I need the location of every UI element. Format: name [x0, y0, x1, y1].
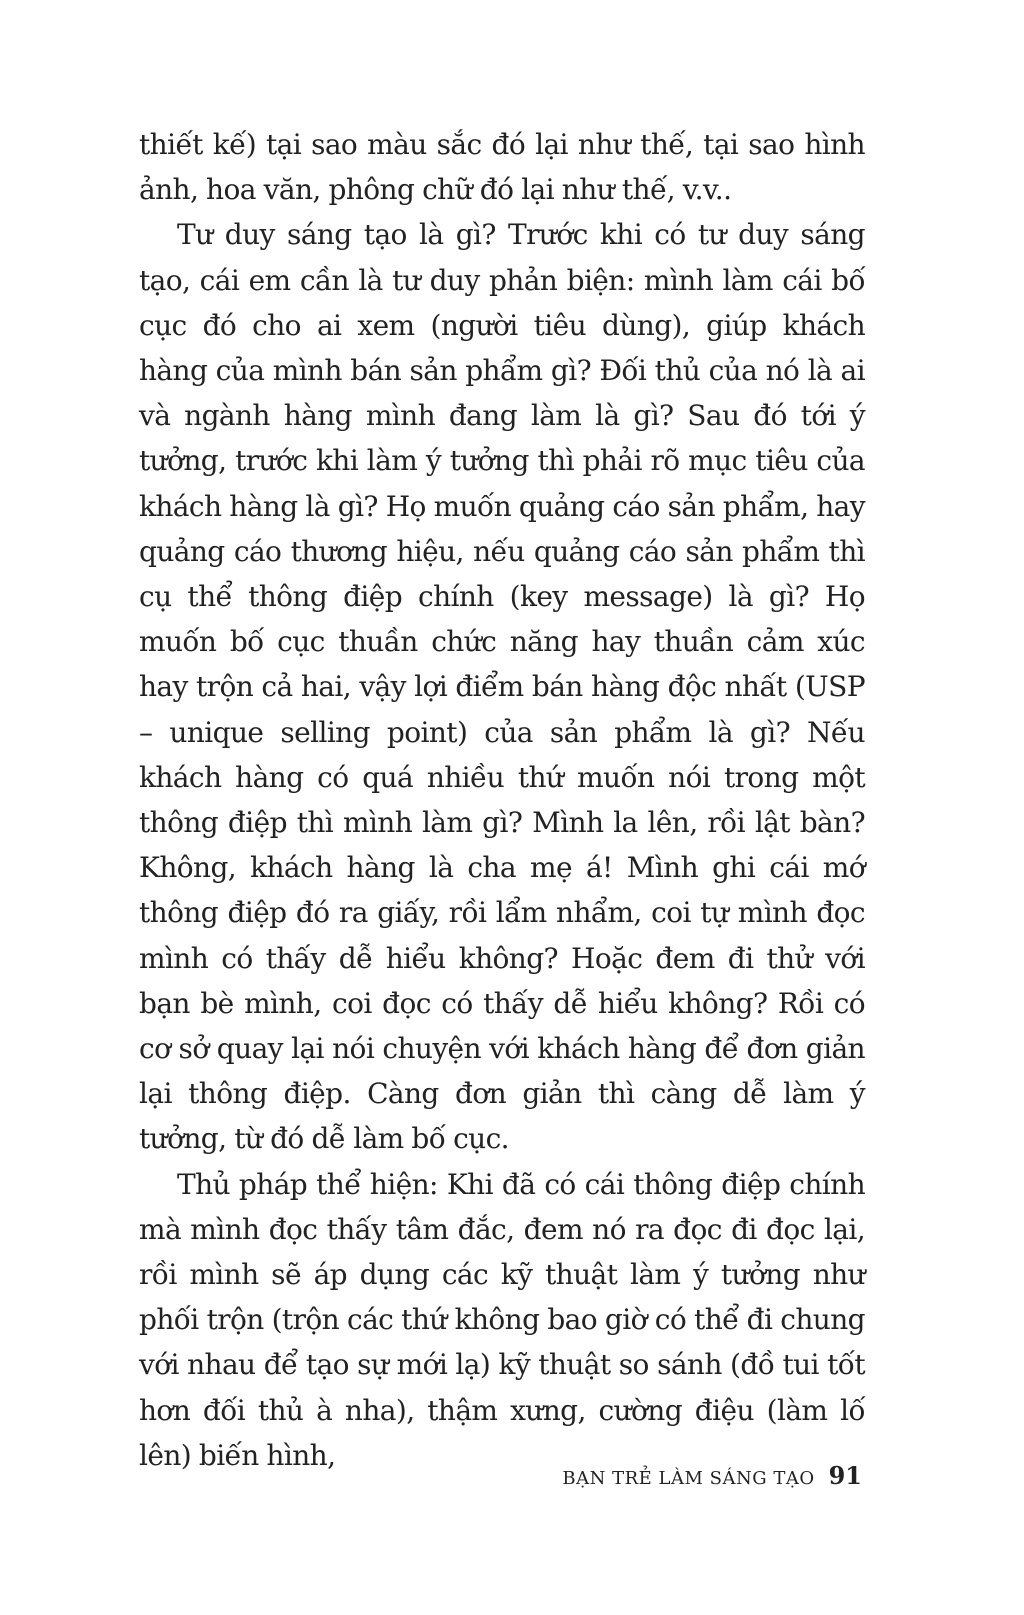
body-text: [139, 122, 865, 1478]
page-number: 91: [828, 1461, 862, 1490]
running-head: BẠN TRẺ LÀM SÁNG TẠO: [562, 1468, 815, 1489]
page-footer: [562, 1461, 862, 1490]
paragraph-continuation: thiết kế) tại sao màu sắc đó lại như thế, tại sao hình ảnh, hoa văn, phông chữ đó lại như thế, v.v..: [139, 128, 865, 207]
paragraph-execution-technique: Thủ pháp thể hiện: Khi đã có cái thông điệp chính mà mình đọc thấy tâm đắc, đem nó ra đọc đi đọc lại, rồi mình sẽ áp dụng các kỹ thuật làm ý tưởng như phối trộn (trộn các thứ không bao giờ có thể đi chung với nhau để tạo sự mới lạ) kỹ thuật so sánh (đồ tui tốt hơn đối thủ à nha), thậm xưng, cường điệu (làm lố lên) biến hình,: [139, 1167, 865, 1472]
paragraph-creative-thinking: Tư duy sáng tạo là gì? Trước khi có tư duy sáng tạo, cái em cần là tư duy phản biện: mình làm cái bố cục đó cho ai xem (người tiêu dùng), giúp khách hàng của mình bán sản phẩm gì? Đối thủ của nó là ai và ngành hàng mình đang làm là gì? Sau đó tới ý tưởng, trước khi làm ý tưởng thì phải rõ mục tiêu của khách hàng là gì? Họ muốn quảng cáo sản phẩm, hay quảng cáo thương hiệu, nếu quảng cáo sản phẩm thì cụ thể thông điệp chính (key message) là gì? Họ muốn bố cục thuần chức năng hay thuần cảm xúc hay trộn cả hai, vậy lợi điểm bán hàng độc nhất (USP – unique selling point) của sản phẩm là gì? Nếu khách hàng có quá nhiều thứ muốn nói trong một thông điệp thì mình làm gì? Mình la lên, rồi lật bàn? Không, khách hàng là cha mẹ á! Mình ghi cái mớ thông điệp đó ra giấy, rồi lẩm nhẩm, coi tự mình đọc mình có thấy dễ hiểu không? Hoặc đem đi thử với bạn bè mình, coi đọc có thấy dễ hiểu không? Rồi có cơ sở quay lại nói chuyện với khách hàng để đơn giản lại thông điệp. Càng đơn giản thì càng dễ làm ý tưởng, từ đó dễ làm bố cục.: [139, 218, 865, 1156]
